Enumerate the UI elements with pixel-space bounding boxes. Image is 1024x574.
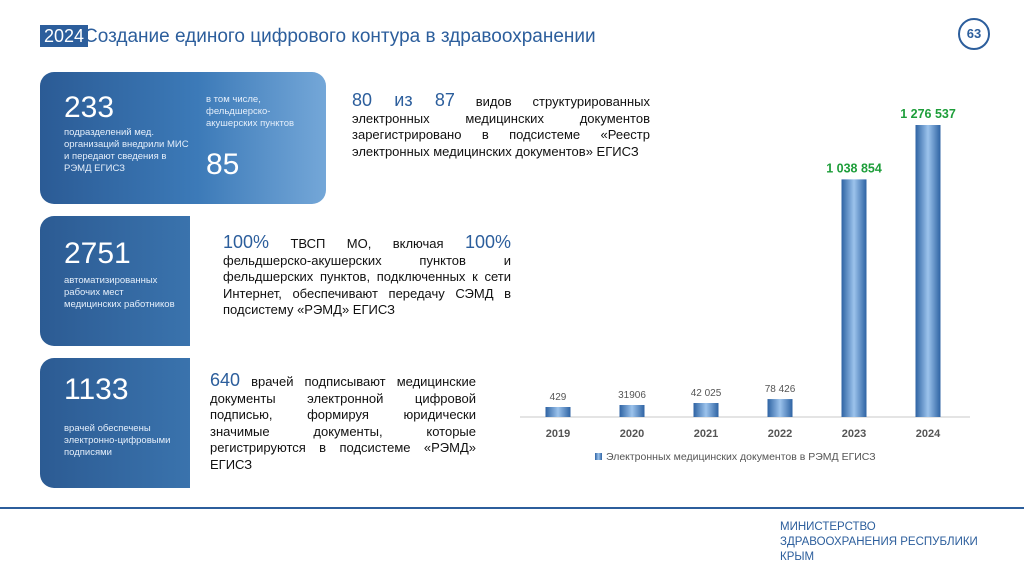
- stat-value: 2751: [64, 237, 131, 270]
- stat-value: 1133: [64, 373, 129, 406]
- stat-card-signatures: [40, 358, 190, 488]
- text-block-doctors: [210, 372, 476, 473]
- year-badge: 2024: [40, 25, 88, 47]
- bar-2022: [768, 399, 793, 417]
- x-tick-2019: 2019: [545, 428, 571, 440]
- stat-sub-value: 85: [206, 148, 240, 181]
- highlight-value: 100%: [223, 232, 270, 252]
- data-label-2019: 429: [549, 392, 567, 403]
- footer-divider: [0, 507, 1024, 509]
- highlight-value: 80 из 87: [352, 90, 455, 110]
- x-tick-2022: 2022: [767, 428, 793, 440]
- bar-chart: [520, 80, 980, 480]
- stat-description: автоматизированных рабочих мест медицинских работников: [64, 275, 175, 310]
- stat-description: врачей обеспечены электронно-цифровыми подписями: [64, 423, 171, 458]
- x-tick-2021: 2021: [693, 428, 719, 440]
- page-number: 63: [958, 18, 990, 50]
- chart-legend: [595, 451, 876, 463]
- data-label-2020: 31906: [618, 390, 646, 401]
- bar-2024: [916, 125, 941, 417]
- x-tick-2020: 2020: [619, 428, 645, 440]
- ministry-name: МИНИСТЕРСТВО ЗДРАВООХРАНЕНИЯ РЕСПУБЛИКИ КРЫМ: [780, 521, 978, 563]
- stat-value: 233: [64, 91, 115, 124]
- stat-description: подразделений мед. организаций внедрили МИС и передают сведения в РЭМД ЕГИСЗ: [64, 127, 189, 174]
- legend-swatch: [595, 453, 602, 460]
- text-body: фельдшерско-акушерских пунктов и фельдшерских пунктов, подключенных к сети Интернет, обеспечивают передачу СЭМД в подсистему «РЭМД» ЕГИСЗ: [223, 252, 511, 317]
- bar-2020: [620, 405, 645, 417]
- highlight-value: 100%: [464, 232, 511, 252]
- text-block-internet: [223, 234, 511, 319]
- legend-label: Электронных медицинских документов в РЭМД ЕГИСЗ: [606, 451, 876, 463]
- bar-2019: [546, 407, 571, 417]
- data-label-2024: 1 276 537: [900, 107, 956, 121]
- text-body: врачей подписывают медицинские документы электронной цифровой подписью, формируя юридически значимые документы, которые регистрируются в подсистеме «РЭМД» ЕГИСЗ: [210, 374, 476, 472]
- x-tick-2024: 2024: [915, 428, 941, 440]
- stat-sub-caption: в том числе, фельдшерско-акушерских пунктов: [206, 94, 295, 129]
- bar-2023: [842, 179, 867, 417]
- data-label-2023: 1 038 854: [826, 161, 882, 176]
- data-label-2021: 42 025: [690, 388, 722, 399]
- highlight-value: 640: [210, 370, 241, 390]
- header: [0, 0, 1024, 64]
- text-body: ТВСП МО, включая: [269, 236, 465, 251]
- stat-card-mis: [40, 72, 326, 204]
- stat-card-workstations: [40, 216, 190, 346]
- x-tick-2023: 2023: [841, 428, 867, 440]
- text-body: видов структурированных электронных медицинских документов зарегистрировано в подсистеме «Реестр электронных медицинских документов» ЕГИСЗ: [352, 94, 650, 159]
- page-title: Создание единого цифрового контура в здравоохранении: [84, 26, 596, 47]
- bar-2021: [694, 403, 719, 417]
- data-label-2022: 78 426: [764, 384, 796, 396]
